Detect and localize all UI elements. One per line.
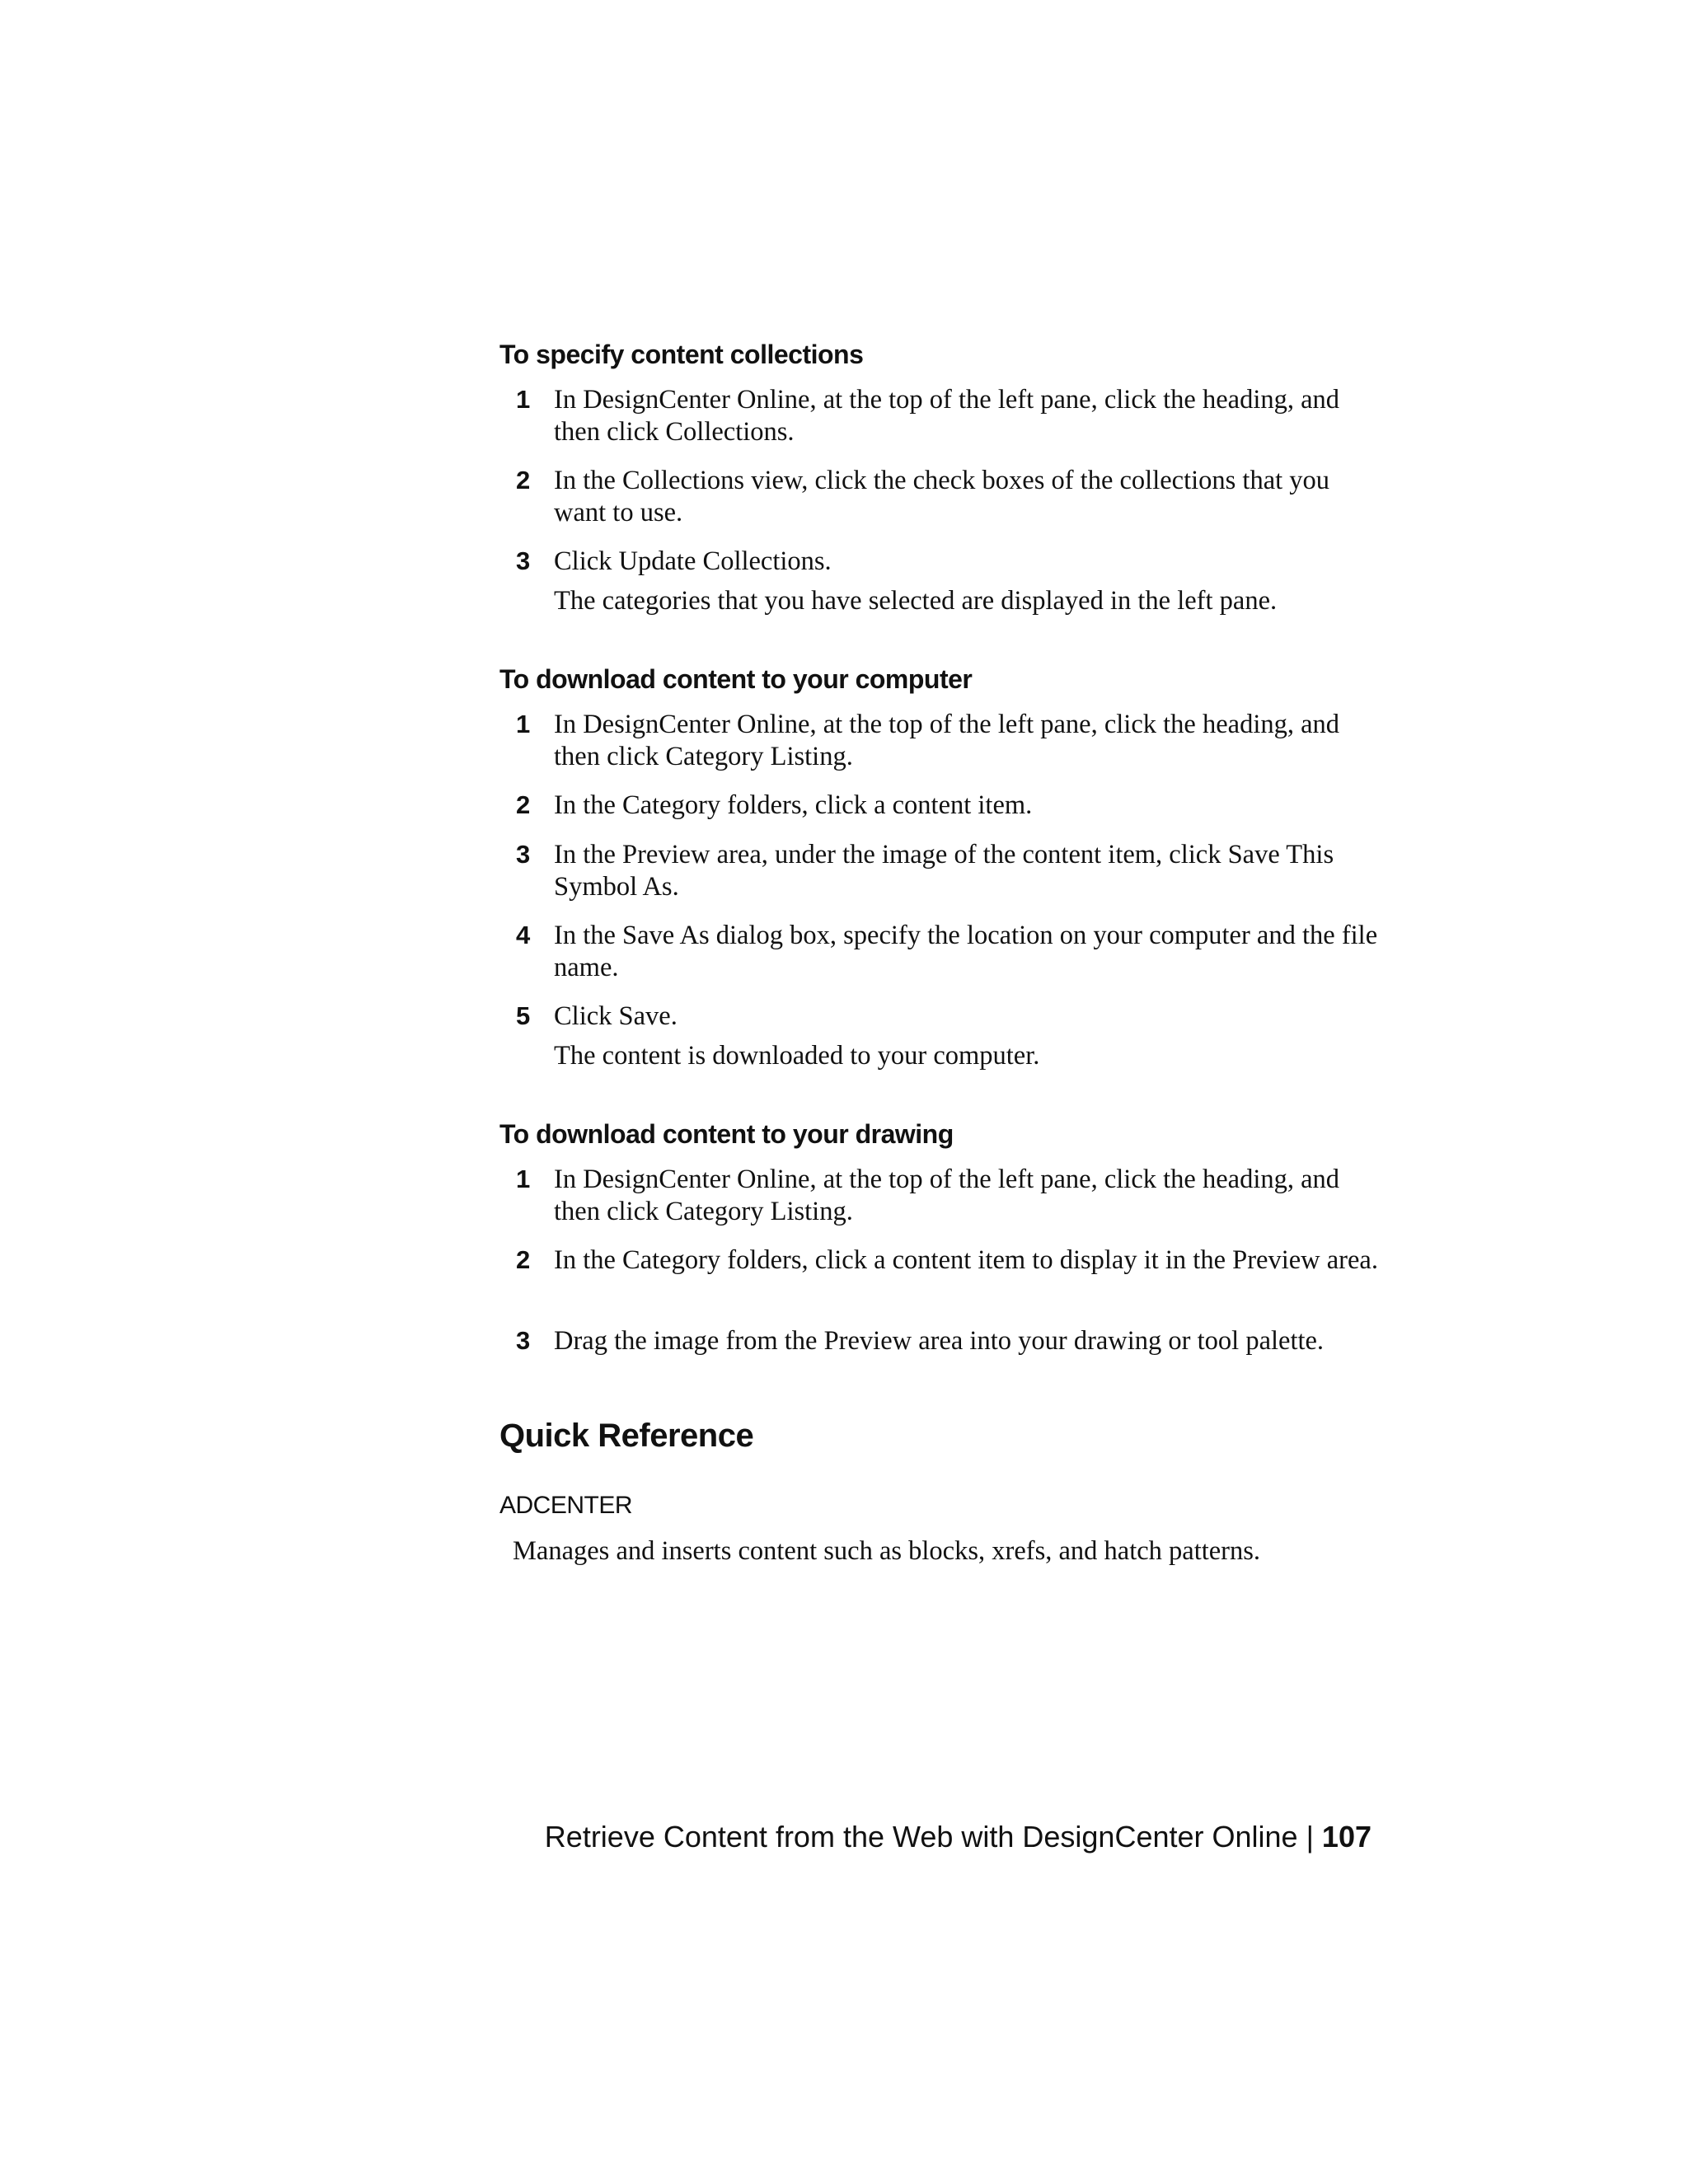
step-number: 3 <box>516 1326 531 1355</box>
step-number: 2 <box>516 466 531 494</box>
step-result: The categories that you have selected are displayed in the left pane. <box>554 586 1278 616</box>
step-result: The content is downloaded to your computer. <box>554 1041 1040 1071</box>
step-number: 2 <box>516 1245 531 1274</box>
page-number: 107 <box>1321 1820 1372 1854</box>
step-text: Click Update Collections. <box>554 546 832 576</box>
step-text: In the Save As dialog box, specify the location on your computer and the file name. <box>554 921 1378 982</box>
step-text: In the Category folders, click a content item. <box>554 790 1033 820</box>
page-footer <box>545 1820 1372 1854</box>
step-text: In the Collections view, click the check boxes of the collections that you want to use. <box>554 466 1330 527</box>
step-number: 3 <box>516 546 531 575</box>
step-text: Click Save. <box>554 1001 678 1031</box>
step-text: In DesignCenter Online, at the top of the left pane, click the heading, and then click Collections. <box>554 385 1340 447</box>
step-text: In DesignCenter Online, at the top of the left pane, click the heading, and then click Category Listing. <box>554 1165 1340 1226</box>
procedure-heading-specify-collections: To specify content collections <box>499 340 864 369</box>
procedure-heading-download-to-computer: To download content to your computer <box>499 664 973 694</box>
step-number: 1 <box>516 385 531 414</box>
step-number: 4 <box>516 921 531 949</box>
step-number: 5 <box>516 1001 531 1030</box>
command-name: ADCENTER <box>499 1492 633 1519</box>
command-description: Manages and inserts content such as blocks, xrefs, and hatch patterns. <box>513 1536 1261 1566</box>
procedure-heading-download-to-drawing: To download content to your drawing <box>499 1119 954 1149</box>
footer-separator: | <box>1297 1820 1322 1854</box>
step-number: 1 <box>516 1165 531 1193</box>
step-text: In DesignCenter Online, at the top of the left pane, click the heading, and then click Category Listing. <box>554 710 1340 771</box>
footer-chapter-title: Retrieve Content from the Web with DesignCenter Online <box>544 1820 1298 1854</box>
step-number: 2 <box>516 790 531 819</box>
step-text: In the Category folders, click a content item to display it in the Preview area. <box>554 1245 1378 1275</box>
step-text: Drag the image from the Preview area into your drawing or tool palette. <box>554 1326 1325 1356</box>
step-number: 3 <box>516 840 531 869</box>
step-number: 1 <box>516 710 531 738</box>
step-text: In the Preview area, under the image of the content item, click Save This Symbol As. <box>554 840 1334 902</box>
quick-reference-title: Quick Reference <box>499 1418 754 1454</box>
